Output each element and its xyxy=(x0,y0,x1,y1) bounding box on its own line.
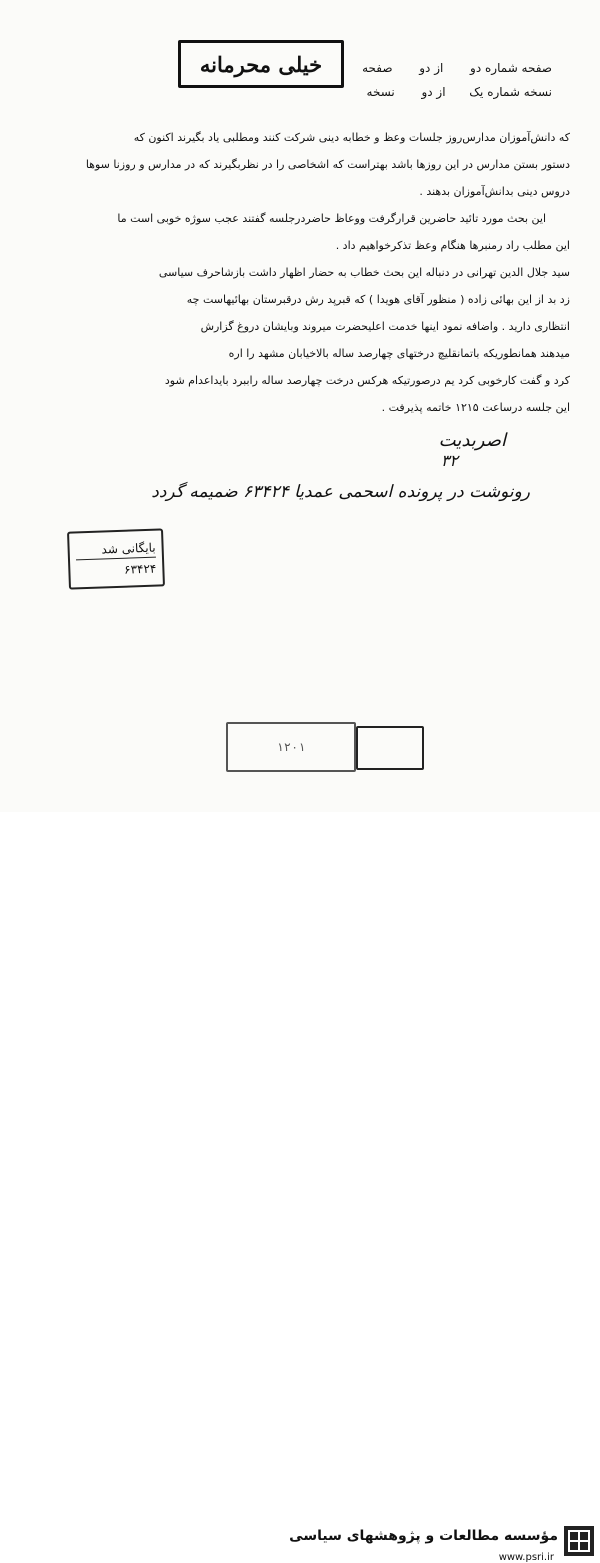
signature xyxy=(376,430,506,470)
body-line: انتظاری دارید . واضافه نمود اینها خدمت اعلیحضرت میروند وبایشان دروغ گزارش xyxy=(200,320,570,333)
body-line: کرد و گفت کارخوبی کرد یم درصورتیکه هرکس درخت چهارصد ساله راببرد بایداعدام شود xyxy=(164,374,570,387)
report-body xyxy=(40,124,570,421)
footer xyxy=(0,760,600,1563)
body-line: این بحث مورد تائید حاضرین قرارگرفت ووعاظ حاضردرجلسه گفتند عجب سوژه خوبی است ما xyxy=(117,212,546,225)
document-meta xyxy=(292,56,552,104)
archive-stamp xyxy=(67,528,165,589)
body-line: این مطلب راد رمنبرها هنگام وعظ تذکرخواهیم داد . xyxy=(335,239,570,252)
archive-stamp-line1: بایگانی شد xyxy=(75,538,156,560)
body-line: این جلسه درساعت ۱۲۱۵ خاتمه پذیرفت . xyxy=(381,401,570,414)
body-line: دروس دینی بدانش‌آموزان بدهند . xyxy=(419,185,570,198)
classification-box: خیلی محرمانه xyxy=(178,40,344,88)
handwritten-note: رونوشت در پرونده اسحمی عمدیا ۶۳۴۲۴ ضمیمه گردد xyxy=(151,482,530,502)
institution-url: www.psri.ir xyxy=(498,1552,554,1563)
institution-name: مؤسسه مطالعات و پژوهشهای سیاسی xyxy=(289,1528,558,1544)
archive-stamp-line2: ۶۳۴۲۴ xyxy=(123,561,157,577)
bottom-stamp: ۱۲۰۱ xyxy=(226,722,356,772)
institution-logo-icon xyxy=(564,1526,594,1556)
body-line: که دانش‌آموزان مدارس‌روز جلسات وعظ و خطابه دینی شرکت کنند ومطلبی یاد بگیرند اکنون که xyxy=(133,131,570,144)
signature-number: ۳۲ xyxy=(440,451,458,470)
body-line: دستور بستن مدارس در این روزها باشد بهتراست که اشخاصی را در نظربگیرند که در مدارس و روزنا سوها xyxy=(85,158,570,171)
signature-name: اصربدیت xyxy=(438,430,506,451)
body-line: زد بد از این بهائی زاده ( منظور آقای هویدا ) که قبرپد رش درقبرستان بهائیهاست چه xyxy=(186,293,570,306)
copy-number-row: نسخه شماره یک از دو نسخه xyxy=(366,85,552,99)
body-line: میدهند همانطوریکه باتمانقلیچ درختهای چهارصد ساله بالاخیابان مشهد را اره xyxy=(228,347,570,360)
page-number-row: صفحه شماره دو از دو صفحه xyxy=(362,61,552,75)
body-line: سید جلال الدین تهرانی در دنباله این بحث خطاب به حضار اظهار داشت بازشاحرف سیاسی xyxy=(158,266,570,279)
